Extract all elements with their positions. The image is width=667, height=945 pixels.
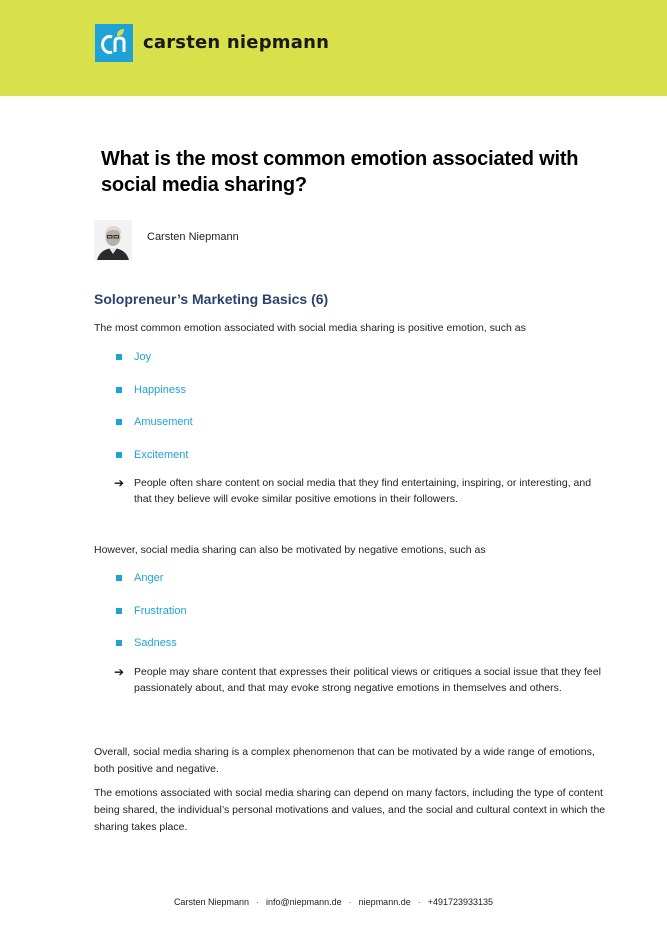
footer-separator: · <box>255 897 259 907</box>
square-bullet-icon <box>116 387 122 393</box>
header-banner <box>0 0 667 96</box>
conclusion-paragraph-1: Overall, social media sharing is a complex phenomenon that can be motivated by a wide range of emotions, both positive and negative. <box>94 746 595 775</box>
author-avatar <box>94 220 132 260</box>
footer-phone: +491723933135 <box>427 897 494 907</box>
list-item: Frustration <box>134 605 187 617</box>
author-name: Carsten Niepmann <box>147 231 239 243</box>
positive-note: People often share content on social media that they find entertaining, inspiring, or interesting, and that they believe will evoke similar positive emotions in their followers. <box>134 477 592 505</box>
arrow-right-icon: ➔ <box>114 665 125 679</box>
negative-note: People may share content that expresses their political views or critiques a social issue that they feel passionately about, and that may evoke strong negative emotions in themselves and others. <box>134 666 601 694</box>
square-bullet-icon <box>116 608 122 614</box>
page-title: What is the most common emotion associated with social media sharing? <box>101 148 579 196</box>
square-bullet-icon <box>116 354 122 360</box>
intro-paragraph: The most common emotion associated with social media sharing is positive emotion, such as <box>94 322 526 334</box>
footer-website-link[interactable]: niepmann.de <box>358 897 411 907</box>
list-item: Joy <box>134 351 152 363</box>
arrow-right-icon: ➔ <box>114 476 125 490</box>
footer <box>0 897 667 907</box>
square-bullet-icon <box>116 419 122 425</box>
square-bullet-icon <box>116 452 122 458</box>
footer-separator: · <box>417 897 421 907</box>
list-item: Happiness <box>134 384 186 396</box>
section-subtitle: Solopreneur’s Marketing Basics (6) <box>94 291 329 307</box>
list-item: Anger <box>134 572 164 584</box>
footer-name: Carsten Niepmann <box>173 897 249 907</box>
list-item: Sadness <box>134 637 177 649</box>
list-item: Amusement <box>134 416 193 428</box>
footer-email-link[interactable]: info@niepmann.de <box>265 897 342 907</box>
logo-text: carsten niepmann <box>143 32 330 53</box>
square-bullet-icon <box>116 575 122 581</box>
logo-mark <box>95 24 133 62</box>
negative-intro-paragraph: However, social media sharing can also be motivated by negative emotions, such as <box>94 544 486 556</box>
conclusion-paragraph-2: The emotions associated with social media sharing can depend on many factors, including the type of content being shared, the individual’s personal motivations and values, and the social and cultural context in which the sharing takes place. <box>94 787 606 833</box>
footer-separator: · <box>348 897 352 907</box>
list-item: Excitement <box>134 449 189 461</box>
square-bullet-icon <box>116 640 122 646</box>
